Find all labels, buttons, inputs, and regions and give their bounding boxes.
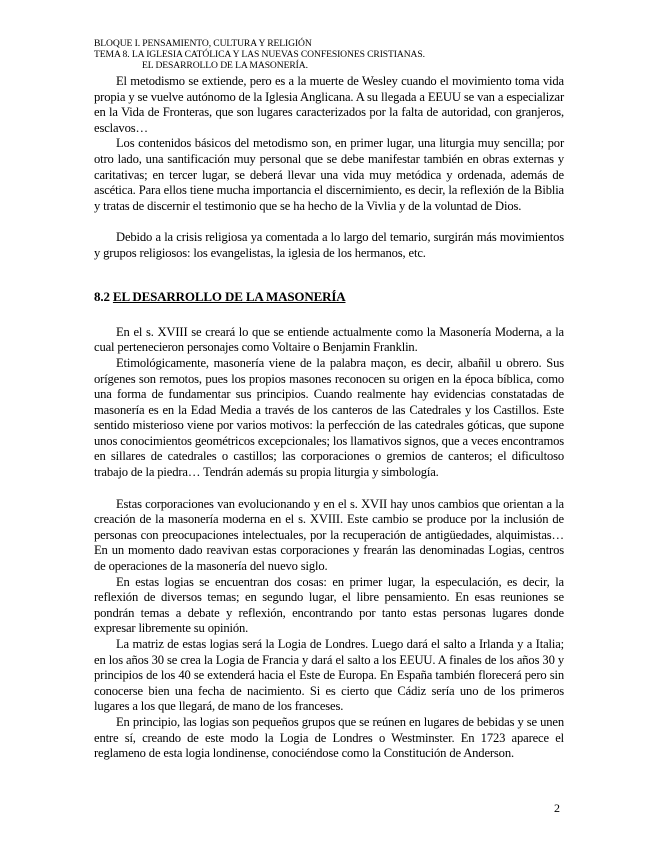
section-heading: [94, 289, 564, 305]
paragraph-london-lodge: La matriz de estas logias será la Logia de Londres. Luego dará el salto a Irlanda y a Italia; en los años 30 se crea la Logia de Francia y dará el salto a los EEUU. A finales de los años 30 y principios de los 40 se extenderá hacia el Este de Europa. En España también florecerá pero sin conocerse bien una fecha de nacimiento. Si es cierto que Cádiz sería uno de los primeros lugares a los que llegará, de mano de los franceses.: [94, 637, 564, 714]
paragraph-corporations: Estas corporaciones van evolucionando y en el s. XVII hay unos cambios que orientan a la creación de la masonería moderna en el s. XVIII. Este cambio se produce por la inclusión de personas con preocupaciones intelectuales, por la recuperación de antigüedades, alquimistas… En un momento dado reavivan estas corporaciones y frearán las denominadas Logias, centros de operaciones de la masonería del nuevo siglo.: [94, 496, 564, 574]
running-header: [94, 38, 574, 71]
header-topic-line: TEMA 8. LA IGLESIA CATÓLICA Y LAS NUEVAS CONFESIONES CRISTIANAS.: [94, 49, 425, 60]
paragraph-anderson: En principio, las logias son pequeños grupos que se reúnen en lugares de bebidas y se unen entre sí, creando de este modo la Logia de Londres o Westminster. En 1723 aparece el reglameno de esta logia londinense, conociéndose como la Constitución de Anderson.: [94, 714, 564, 761]
paragraph-methodism-spread: El metodismo se extiende, pero es a la muerte de Wesley cuando el movimiento toma vida propia y se vuelve autónomo de la Iglesia Anglicana. A su llegada a EEUU se van a especializar en la Vida de Fronteras, que son lugares caracterizados por la falta de autoridad, con granjeros, esclavos…: [94, 74, 564, 135]
paragraph-etymology: Etimológicamente, masonería viene de la palabra maçon, es decir, albañil u obrero. Sus orígenes son remotos, pues los propios masones reconocen su origen en la época bíblica, como una forma de fundamentar sus principios. Cuando realmente hay evidencias constatadas de masonería es en la Edad Media a través de los canteros de las Catedrales y los Castillos. Este sentido misterioso viene por varios motivos: la perfección de las catedrales góticas, que supone unos conocimientos geométricos excepcionales; los llamativos signos, que a veces encontramos en sillares de catedrales o castillos; las corporaciones o gremios de canteros; el dificultoso trabajo de la piedra… Tendrán además su propia liturgia y simbología.: [94, 355, 564, 480]
paragraph-modern-masonry: En el s. XVIII se creará lo que se entiende actualmente como la Masonería Moderna, a la cual pertenecieron personajes como Voltaire o Benjamin Franklin.: [94, 324, 564, 355]
page-number: 2: [554, 801, 560, 815]
header-subtopic-line: EL DESARROLLO DE LA MASONERÍA.: [142, 60, 308, 71]
header-block-line: BLOQUE I. PENSAMIENTO, CULTURA Y RELIGIÓN: [94, 38, 312, 49]
paragraph-religious-crisis: Debido a la crisis religiosa ya comentada a lo largo del temario, surgirán más movimientos y grupos religiosos: los evangelistas, la iglesia de los hermanos, etc.: [94, 229, 564, 260]
section-title: EL DESARROLLO DE LA MASONERÍA: [112, 289, 346, 305]
paragraph-lodges: En estas logias se encuentran dos cosas: en primer lugar, la especulación, es decir, la reflexión de diversos temas; en segundo lugar, el libre pensamiento. En esas reuniones se pondrán temas a debate y reflexión, encontrando por tanto estas personas lugares donde expresar libremente su opinión.: [94, 574, 564, 636]
paragraph-methodism-contents: Los contenidos básicos del metodismo son, en primer lugar, una liturgia muy sencilla; por otro lado, una santificación muy personal que se debe manifestar también en obras externas y caritativas; en tercer lugar, se deberá llevar una vida muy metódica y ordenada, además de ascética. Para ellos tiene mucha importancia el discernimiento, es decir, la reflexión de la Biblia y tratas de discernir el testimonio que se ha hecho de la Vivlia y de la voluntad de Dios.: [94, 136, 564, 213]
section-number: 8.2: [94, 289, 110, 305]
body-text: [94, 74, 564, 762]
